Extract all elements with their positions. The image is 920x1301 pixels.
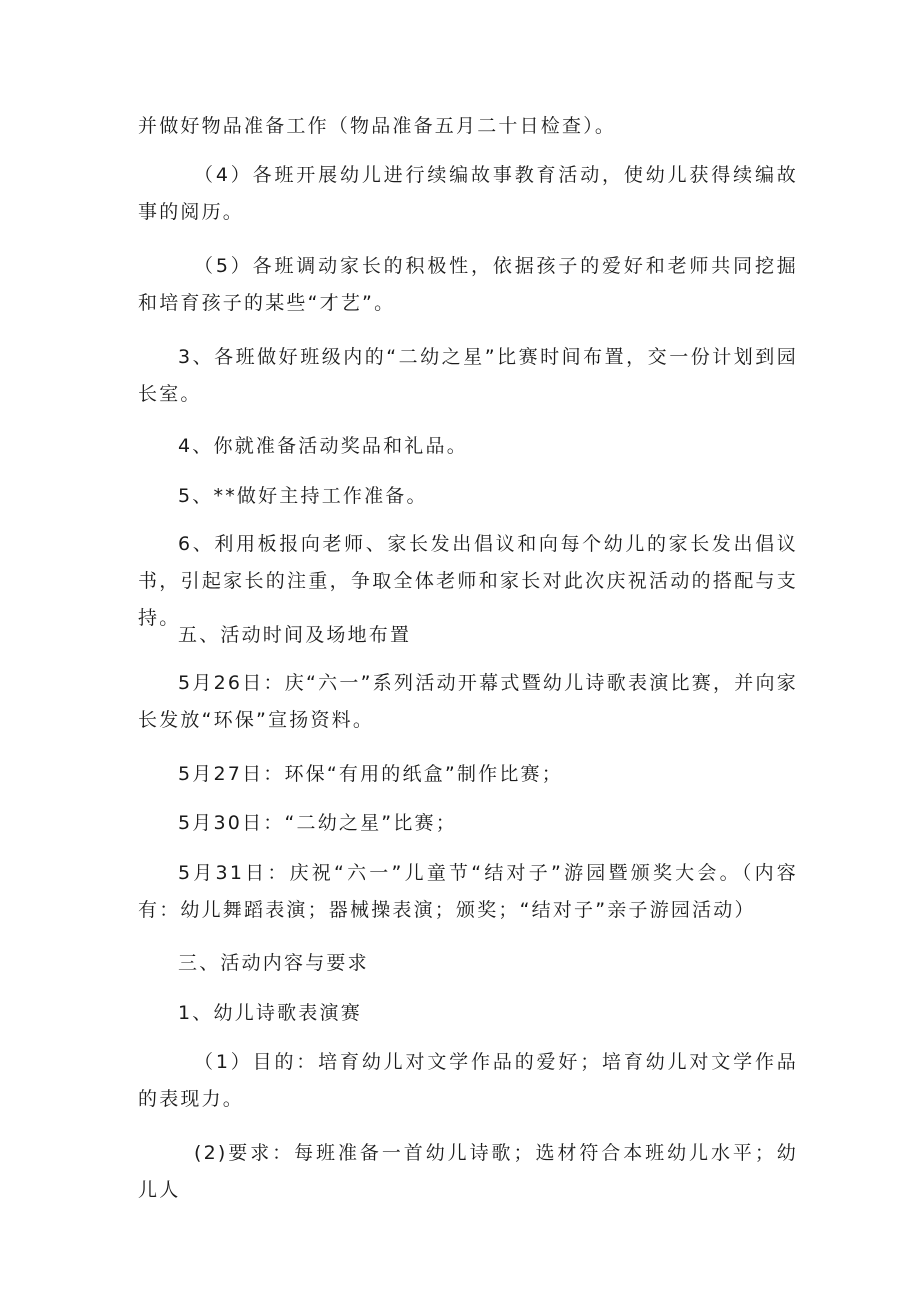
paragraph-requirements: (2)要求：每班准备一首幼儿诗歌；选材符合本班幼儿水平；幼儿人	[138, 1142, 798, 1201]
schedule-item-may-31: 5月31日：庆祝“六一”儿童节“结对子”游园暨颁奖大会。（内容有：幼儿舞蹈表演；器械操表演；颁奖；“结对子”亲子游园活动）	[138, 862, 798, 921]
paragraph-step-5: 5、**做好主持工作准备。	[178, 485, 428, 507]
subheading-poetry-contest: 1、幼儿诗歌表演赛	[178, 1002, 362, 1024]
schedule-item-may-26: 5月26日：庆“六一”系列活动开幕式暨幼儿诗歌表演比赛，并向家长发放“环保”宣扬资料。	[138, 672, 798, 731]
paragraph-step-4: 4、你就准备活动奖品和礼品。	[178, 435, 468, 457]
paragraph-purpose: （1）目的：培育幼儿对文学作品的爱好；培育幼儿对文学作品的表现力。	[138, 1051, 798, 1110]
section-heading-schedule: 五、活动时间及场地布置	[178, 624, 412, 646]
paragraph-continuation: 并做好物品准备工作（物品准备五月二十日检查）。	[138, 115, 617, 137]
schedule-item-may-30: 5月30日：“二幼之星”比赛；	[178, 812, 457, 834]
paragraph-item-4: （4）各班开展幼儿进行续编故事教育活动，使幼儿获得续编故事的阅历。	[138, 164, 798, 223]
schedule-item-may-27: 5月27日：环保“有用的纸盒”制作比赛；	[178, 763, 563, 785]
paragraph-item-5: （5）各班调动家长的积极性，依据孩子的爱好和老师共同挖掘和培育孩子的某些“才艺”。	[138, 255, 798, 314]
paragraph-step-3: 3、各班做好班级内的“二幼之星”比赛时间布置，交一份计划到园长室。	[138, 346, 798, 405]
section-heading-content: 三、活动内容与要求	[178, 952, 369, 974]
paragraph-step-6: 6、利用板报向老师、家长发出倡议和向每个幼儿的家长发出倡议书，引起家长的注重，争取全体老师和家长对此次庆祝活动的搭配与支持。	[138, 533, 798, 629]
